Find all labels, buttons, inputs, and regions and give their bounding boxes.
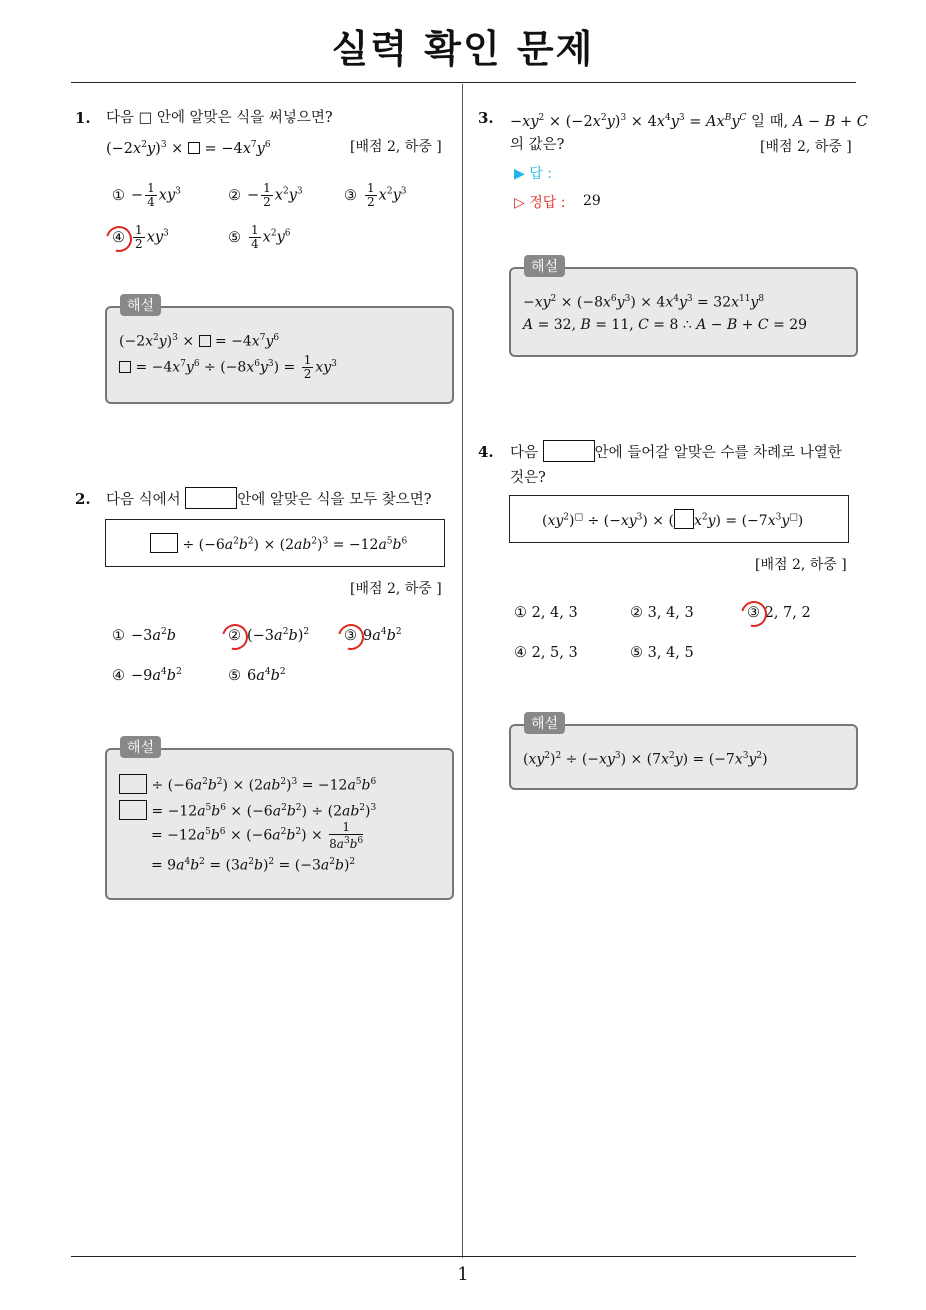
q3-correct-value: 29 [583,193,601,209]
top-rule [71,82,856,83]
q1-exp-line-1: $(-2x^2y)^3$ × = $-4x^7y^6$ [119,333,280,350]
q1-exp-line-2: = $-4x^7y^6 \div (-8x^6y^3)$ = $\frac{1}{2}$ $xy^3$ [119,352,337,381]
q3-meta: [배점 2, 하중 ] [760,139,852,155]
q4-text: 다음 안에 들어갈 알맞은 수를 차례로 나열한 [510,440,842,465]
q2-exp-line-4: = $9a^4b^2 = (3a^2b)^2 = (-3a^2b)^2$ [151,857,356,874]
q4-meta: [배점 2, 하중 ] [755,557,847,573]
selected-answer-mark: ③ [344,627,357,644]
q3-exp-line-2: A = 32, B = 11, C = 8 ∴ A − B + C = 29 [523,317,808,333]
q4-text-2: 것은? [510,470,546,486]
q2-equation-box: ÷ $(-6a^2b^2) \times (2ab^2)^3 = -12a^5b^6$ [105,519,445,567]
q2-option-4[interactable]: ④ $-9a^4b^2$ [112,667,182,684]
q1-option-1[interactable]: ① − $\frac{1}{4}$ $xy^3$ [112,181,181,209]
q4-equation-box: $(xy^2)^□ \div (-xy^3)$ × ( $x^2y) = (-7x^3y^□)$ [509,495,849,543]
q1-number: 1. [75,109,91,127]
q2-exp-line-3: = $-12a^5b^6 \times (-6a^2b^2)$ × $\frac{1}{8a^3b^6}$ [151,819,364,851]
q2-exp-line-1: ÷ $(-6a^2b^2) \times (2ab^2)^3 = -12a^5b^6$ [119,770,376,798]
q1-option-5[interactable]: ⑤ $\frac{1}{4}$ $x^2y^6$ [228,223,291,251]
q2-text: 다음 식에서 안에 알맞은 식을 모두 찾으면? [106,487,432,512]
q4-number: 4. [478,443,494,461]
q4-option-2[interactable]: ② 3, 4, 3 [630,605,694,621]
column-divider [462,84,463,1258]
q1-option-2[interactable]: ② − $\frac{1}{2}$ $x^2y^3$ [228,181,303,209]
selected-answer-mark: ③ 2, 7, 2 [747,605,811,621]
q1-option-4[interactable]: ④ $\frac{1}{2}$ $xy^3$ [112,223,169,251]
q3-explanation-tag: 해설 [524,255,565,277]
q3-explanation-box [509,267,858,357]
q2-number: 2. [75,490,91,508]
q1-meta: [배점 2, 하중 ] [350,139,442,155]
q1-explanation-tag: 해설 [120,294,161,316]
q2-option-5[interactable]: ⑤ $6a^4b^2$ [228,667,286,684]
q3-text: $-xy^2 \times (-2x^2y)^3 \times 4x^4y^3 = Ax^By^C$ 일 때, A − B + C [510,113,868,130]
q2-option-3[interactable]: ③ $9a^4b^2$ [344,627,402,644]
q2-explanation-tag: 해설 [120,736,161,758]
page-title: 실력 확인 문제 [331,27,595,71]
q3-exp-line-1: $-xy^2 \times (-8x^6y^3) \times 4x^4y^3 = 32x^{11}y^8$ [523,294,765,311]
q4-option-5[interactable]: ⑤ 3, 4, 5 [630,645,694,661]
q3-answer-label: ▶ 답 : [514,166,552,182]
q2-meta: [배점 2, 하중 ] [350,581,442,597]
q3-text-2: 의 값은? [510,137,565,153]
q2-exp-line-2: = $-12a^5b^6 \times (-6a^2b^2) \div (2ab^2)^3$ [119,796,376,824]
q3-correct-label: ▷ 정답 : [514,195,566,211]
q2-explanation-box [105,748,454,900]
q4-exp-line-1: $(xy^2)^2 \div (-xy^3) \times (7x^2y) = (-7x^3y^2)$ [523,751,768,768]
page-number: 1 [457,1264,469,1285]
selected-answer-mark: ② [228,627,241,644]
q3-number: 3. [478,109,494,127]
q4-option-4[interactable]: ④ 2, 5, 3 [514,645,578,661]
q2-option-2[interactable]: ② $(-3a^2b)^2$ [228,627,310,644]
q1-text: 다음 □ 안에 알맞은 식을 써넣으면? [106,110,333,126]
q4-explanation-tag: 해설 [524,712,565,734]
selected-answer-mark: ④ [112,229,125,246]
q1-explanation-box [105,306,454,404]
q2-option-1[interactable]: ① $-3a^2b$ [112,627,177,644]
bottom-rule [71,1256,856,1257]
q1-equation: $(-2x^2y)^3$ × = $-4x^7y^6$ [106,140,271,157]
q1-option-3[interactable]: ③ $\frac{1}{2}$ $x^2y^3$ [344,181,407,209]
q4-option-1[interactable]: ① 2, 4, 3 [514,605,578,621]
q4-option-3[interactable] [747,605,811,621]
